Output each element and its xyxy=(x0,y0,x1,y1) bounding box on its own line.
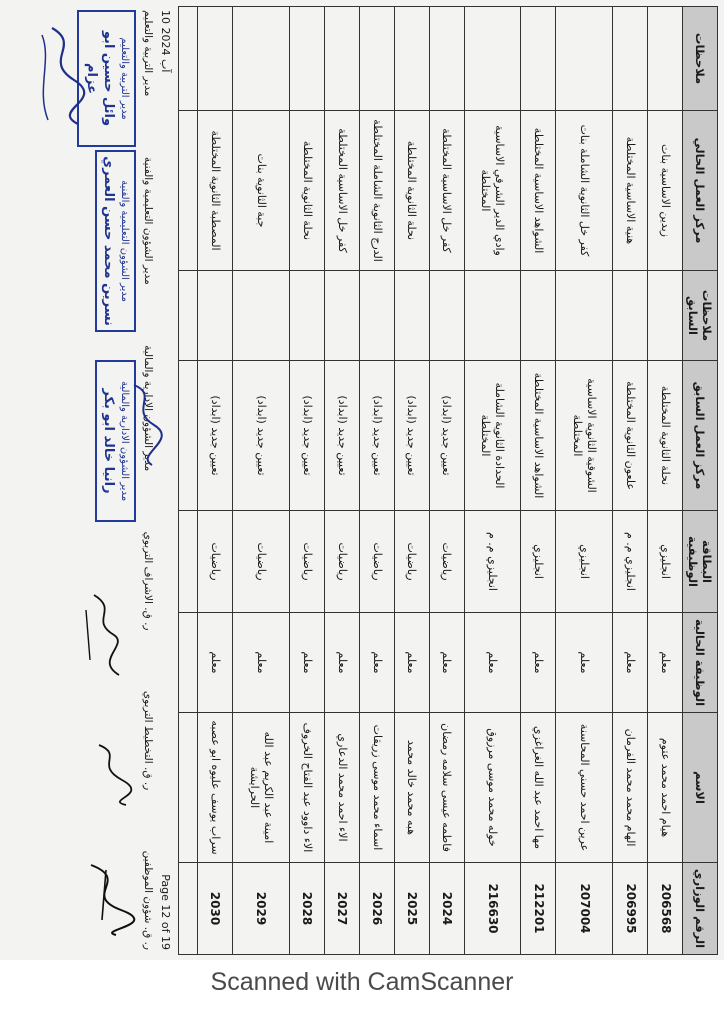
table-row xyxy=(359,7,394,955)
table-cell xyxy=(648,271,683,361)
signature-scribble-5 xyxy=(32,20,92,130)
stamp-edu-director xyxy=(95,150,136,332)
stamp-director-name: وائل حسين ابو عزام xyxy=(83,30,117,127)
table-cell: معلم xyxy=(324,613,359,713)
table-cell: رياضيات xyxy=(359,511,394,613)
table-cell: رياضيات xyxy=(289,511,324,613)
table-cell: معلم xyxy=(464,613,521,713)
table-row xyxy=(521,7,556,955)
table-cell xyxy=(324,271,359,361)
table-cell xyxy=(359,7,394,111)
table-cell: كفر خل الثانوية الشاملة بنات xyxy=(556,111,613,271)
column-header: ملاحظات xyxy=(683,7,718,111)
table-cell xyxy=(179,713,198,863)
table-cell: كفر خل الاساسية المختلطة xyxy=(429,111,464,271)
table-cell: معلم xyxy=(198,613,233,713)
table-cell: 206995 xyxy=(613,863,648,955)
signature-scribble-3 xyxy=(79,590,134,680)
table-cell: كفر خل الاساسية المختلطة xyxy=(324,111,359,271)
table-cell: انجليزي xyxy=(521,511,556,613)
table-cell xyxy=(394,7,429,111)
table-cell xyxy=(394,271,429,361)
header-row xyxy=(683,7,718,955)
table-cell xyxy=(289,271,324,361)
signature-role: ر. ق. الاشراف التربوي xyxy=(142,531,154,631)
table-cell xyxy=(198,7,233,111)
table-cell: 2024 xyxy=(429,863,464,955)
table-cell: تعيين جديد (ابداد) xyxy=(232,361,289,511)
stamp-edu-title: مدير الشؤون التعليمية والفنية xyxy=(119,180,130,302)
table-cell: الهام محمد محمد الفرمان xyxy=(613,713,648,863)
table-cell: معلم xyxy=(289,613,324,713)
column-header: الاسم xyxy=(683,713,718,863)
signature-role: ر. ق. شؤون الموظفين xyxy=(142,850,154,950)
table-row xyxy=(556,7,613,955)
table-cell: هنية الاساسية المختلطة xyxy=(613,111,648,271)
stamp-edu-name: نسرين محمد حسن العمري xyxy=(101,156,117,326)
table-cell: الاء احمد محمد الدعاري xyxy=(324,713,359,863)
stamp-director-title: مدير التربية والتعليم xyxy=(119,37,130,120)
table-cell xyxy=(198,271,233,361)
table-cell: هيام احمد محمد عتوم xyxy=(648,713,683,863)
table-cell xyxy=(556,271,613,361)
table-row xyxy=(464,7,521,955)
table-cell xyxy=(289,7,324,111)
table-cell: معلم xyxy=(429,613,464,713)
page-number: Page 12 of 19 xyxy=(159,874,172,950)
signature-role: مدير الشؤون التعليمية والفنية xyxy=(142,156,154,285)
table-row xyxy=(648,7,683,955)
table-cell: اسماء محمد موسى زريقات xyxy=(359,713,394,863)
table-cell xyxy=(179,511,198,613)
table-row xyxy=(198,7,233,955)
table-cell: زبدين الاساسية بنات xyxy=(648,111,683,271)
table-body xyxy=(179,7,683,955)
table-cell xyxy=(324,7,359,111)
table-cell: الشواهد الاساسية المختلطة xyxy=(521,361,556,511)
table-row xyxy=(324,7,359,955)
column-header: ملاحظات السابق xyxy=(683,271,718,361)
table-cell xyxy=(179,111,198,271)
table-cell: رياضيات xyxy=(394,511,429,613)
table-cell xyxy=(521,7,556,111)
table-row xyxy=(232,7,289,955)
column-header: مركز العمل الحالي xyxy=(683,111,718,271)
signature-role: مدير الشؤون الادارية والمالية xyxy=(142,345,154,472)
table-cell: 2030 xyxy=(198,863,233,955)
table-cell: وادي الدير الشرقي الاساسية المختلطة xyxy=(464,111,521,271)
table-cell: تعيين جديد (ابداد) xyxy=(289,361,324,511)
signature-role: مدير التربية والتعليم xyxy=(142,10,154,97)
table-cell: 2028 xyxy=(289,863,324,955)
employee-table xyxy=(178,6,718,955)
table-cell xyxy=(359,271,394,361)
table-cell xyxy=(179,271,198,361)
table-cell xyxy=(429,7,464,111)
table-cell: انجليزي xyxy=(556,511,613,613)
table-cell: انجليزي م. م xyxy=(613,511,648,613)
table-cell: 2026 xyxy=(359,863,394,955)
table-cell: تعيين جديد (ابداد) xyxy=(394,361,429,511)
signature-scribble-1 xyxy=(76,860,136,940)
table-cell: خوله محمد موسى مرزوق xyxy=(464,713,521,863)
table-cell: رياضيات xyxy=(429,511,464,613)
table-cell: امينة عبد الكريم عبد الله الحرايشة xyxy=(232,713,289,863)
table-cell xyxy=(179,613,198,713)
table-cell: معلم xyxy=(556,613,613,713)
signature-scribble-2 xyxy=(84,740,134,810)
table-cell: نحلة الثانوية المختلطة xyxy=(289,111,324,271)
table-cell: فاطمه عيسى سلامه رمضان xyxy=(429,713,464,863)
table-cell xyxy=(429,271,464,361)
table-cell: تعيين جديد (ابداد) xyxy=(198,361,233,511)
table-cell: الاء داوود عبد الفتاح الخروف xyxy=(289,713,324,863)
table-cell: معلم xyxy=(359,613,394,713)
table-cell: 2029 xyxy=(232,863,289,955)
column-header: البطاقة الوظيفية xyxy=(683,511,718,613)
table-cell: رياضيات xyxy=(324,511,359,613)
column-header: الوظيفة الحالية xyxy=(683,613,718,713)
table-cell: معلم xyxy=(232,613,289,713)
table-cell: الحدادة الثانوية الشاملة المختلطة xyxy=(464,361,521,511)
table-row xyxy=(429,7,464,955)
table-cell: 2027 xyxy=(324,863,359,955)
table-row xyxy=(289,7,324,955)
signature-roles xyxy=(138,10,154,950)
table-cell: جبة الثانوية بنات xyxy=(232,111,289,271)
table-cell: 212201 xyxy=(521,863,556,955)
signature-scribble-4 xyxy=(124,380,164,470)
table-cell: انجليزي م. م xyxy=(464,511,521,613)
table-cell: رياضيات xyxy=(232,511,289,613)
table-header xyxy=(683,7,718,955)
table-cell: رياضيات xyxy=(198,511,233,613)
table-cell xyxy=(464,271,521,361)
empty-row xyxy=(179,7,198,955)
table-cell: معلم xyxy=(613,613,648,713)
table-cell: تعيين جديد (ابداد) xyxy=(359,361,394,511)
table-cell: 207004 xyxy=(556,863,613,955)
table-cell: نحلة الثانوية المختلطة xyxy=(394,111,429,271)
table-cell: معلم xyxy=(648,613,683,713)
table-row xyxy=(394,7,429,955)
table-cell: مها احمد عبد الله الغراغزي xyxy=(521,713,556,863)
table-cell: علعون الثانوية المختلطة xyxy=(613,361,648,511)
table-cell: معلم xyxy=(521,613,556,713)
table-cell: الدرج الثانوية الشاملة المختلطة xyxy=(359,111,394,271)
table-cell xyxy=(521,271,556,361)
table-cell: المصطبة الثانوية المختلطة xyxy=(198,111,233,271)
table-cell: الشوقية الثانوية الاساسية المختلطة xyxy=(556,361,613,511)
table-cell xyxy=(648,7,683,111)
table-cell: انجليزي xyxy=(648,511,683,613)
table-cell xyxy=(232,7,289,111)
table-row xyxy=(613,7,648,955)
signature-role: ر. ق. التخطيط التربوي xyxy=(142,690,154,791)
table-cell: نحلة الثانوية المختلطة xyxy=(648,361,683,511)
table-cell: 2025 xyxy=(394,863,429,955)
table-cell: الشواهد الاساسية المختلطة xyxy=(521,111,556,271)
document-date: 10 آب 2024 xyxy=(159,10,172,73)
table-cell: سراب يوسف عليوه ابو عصبه xyxy=(198,713,233,863)
table-cell: 206568 xyxy=(648,863,683,955)
table-cell xyxy=(232,271,289,361)
table-cell: تعيين جديد (ابداد) xyxy=(324,361,359,511)
table-cell xyxy=(179,863,198,955)
table-cell xyxy=(464,7,521,111)
table-cell xyxy=(179,361,198,511)
table-cell: معلم xyxy=(394,613,429,713)
column-header: مركز العمل السابق xyxy=(683,361,718,511)
table-cell xyxy=(556,7,613,111)
stamp-admin-title: مدير الشؤون الادارية والمالية xyxy=(119,380,130,502)
table-cell: هبه محمد خالد محمد xyxy=(394,713,429,863)
table-cell: 216630 xyxy=(464,863,521,955)
table-cell xyxy=(613,271,648,361)
stamp-admin-name: رانيا خالد ابو بكر xyxy=(101,388,117,494)
table-cell xyxy=(613,7,648,111)
scanner-watermark: Scanned with CamScanner xyxy=(210,968,514,996)
table-cell: عرين احمد حسني المحاسنة xyxy=(556,713,613,863)
table-cell: تعيين جديد (ابداد) xyxy=(429,361,464,511)
table-cell xyxy=(179,7,198,111)
column-header: الرقم الوزاري xyxy=(683,863,718,955)
